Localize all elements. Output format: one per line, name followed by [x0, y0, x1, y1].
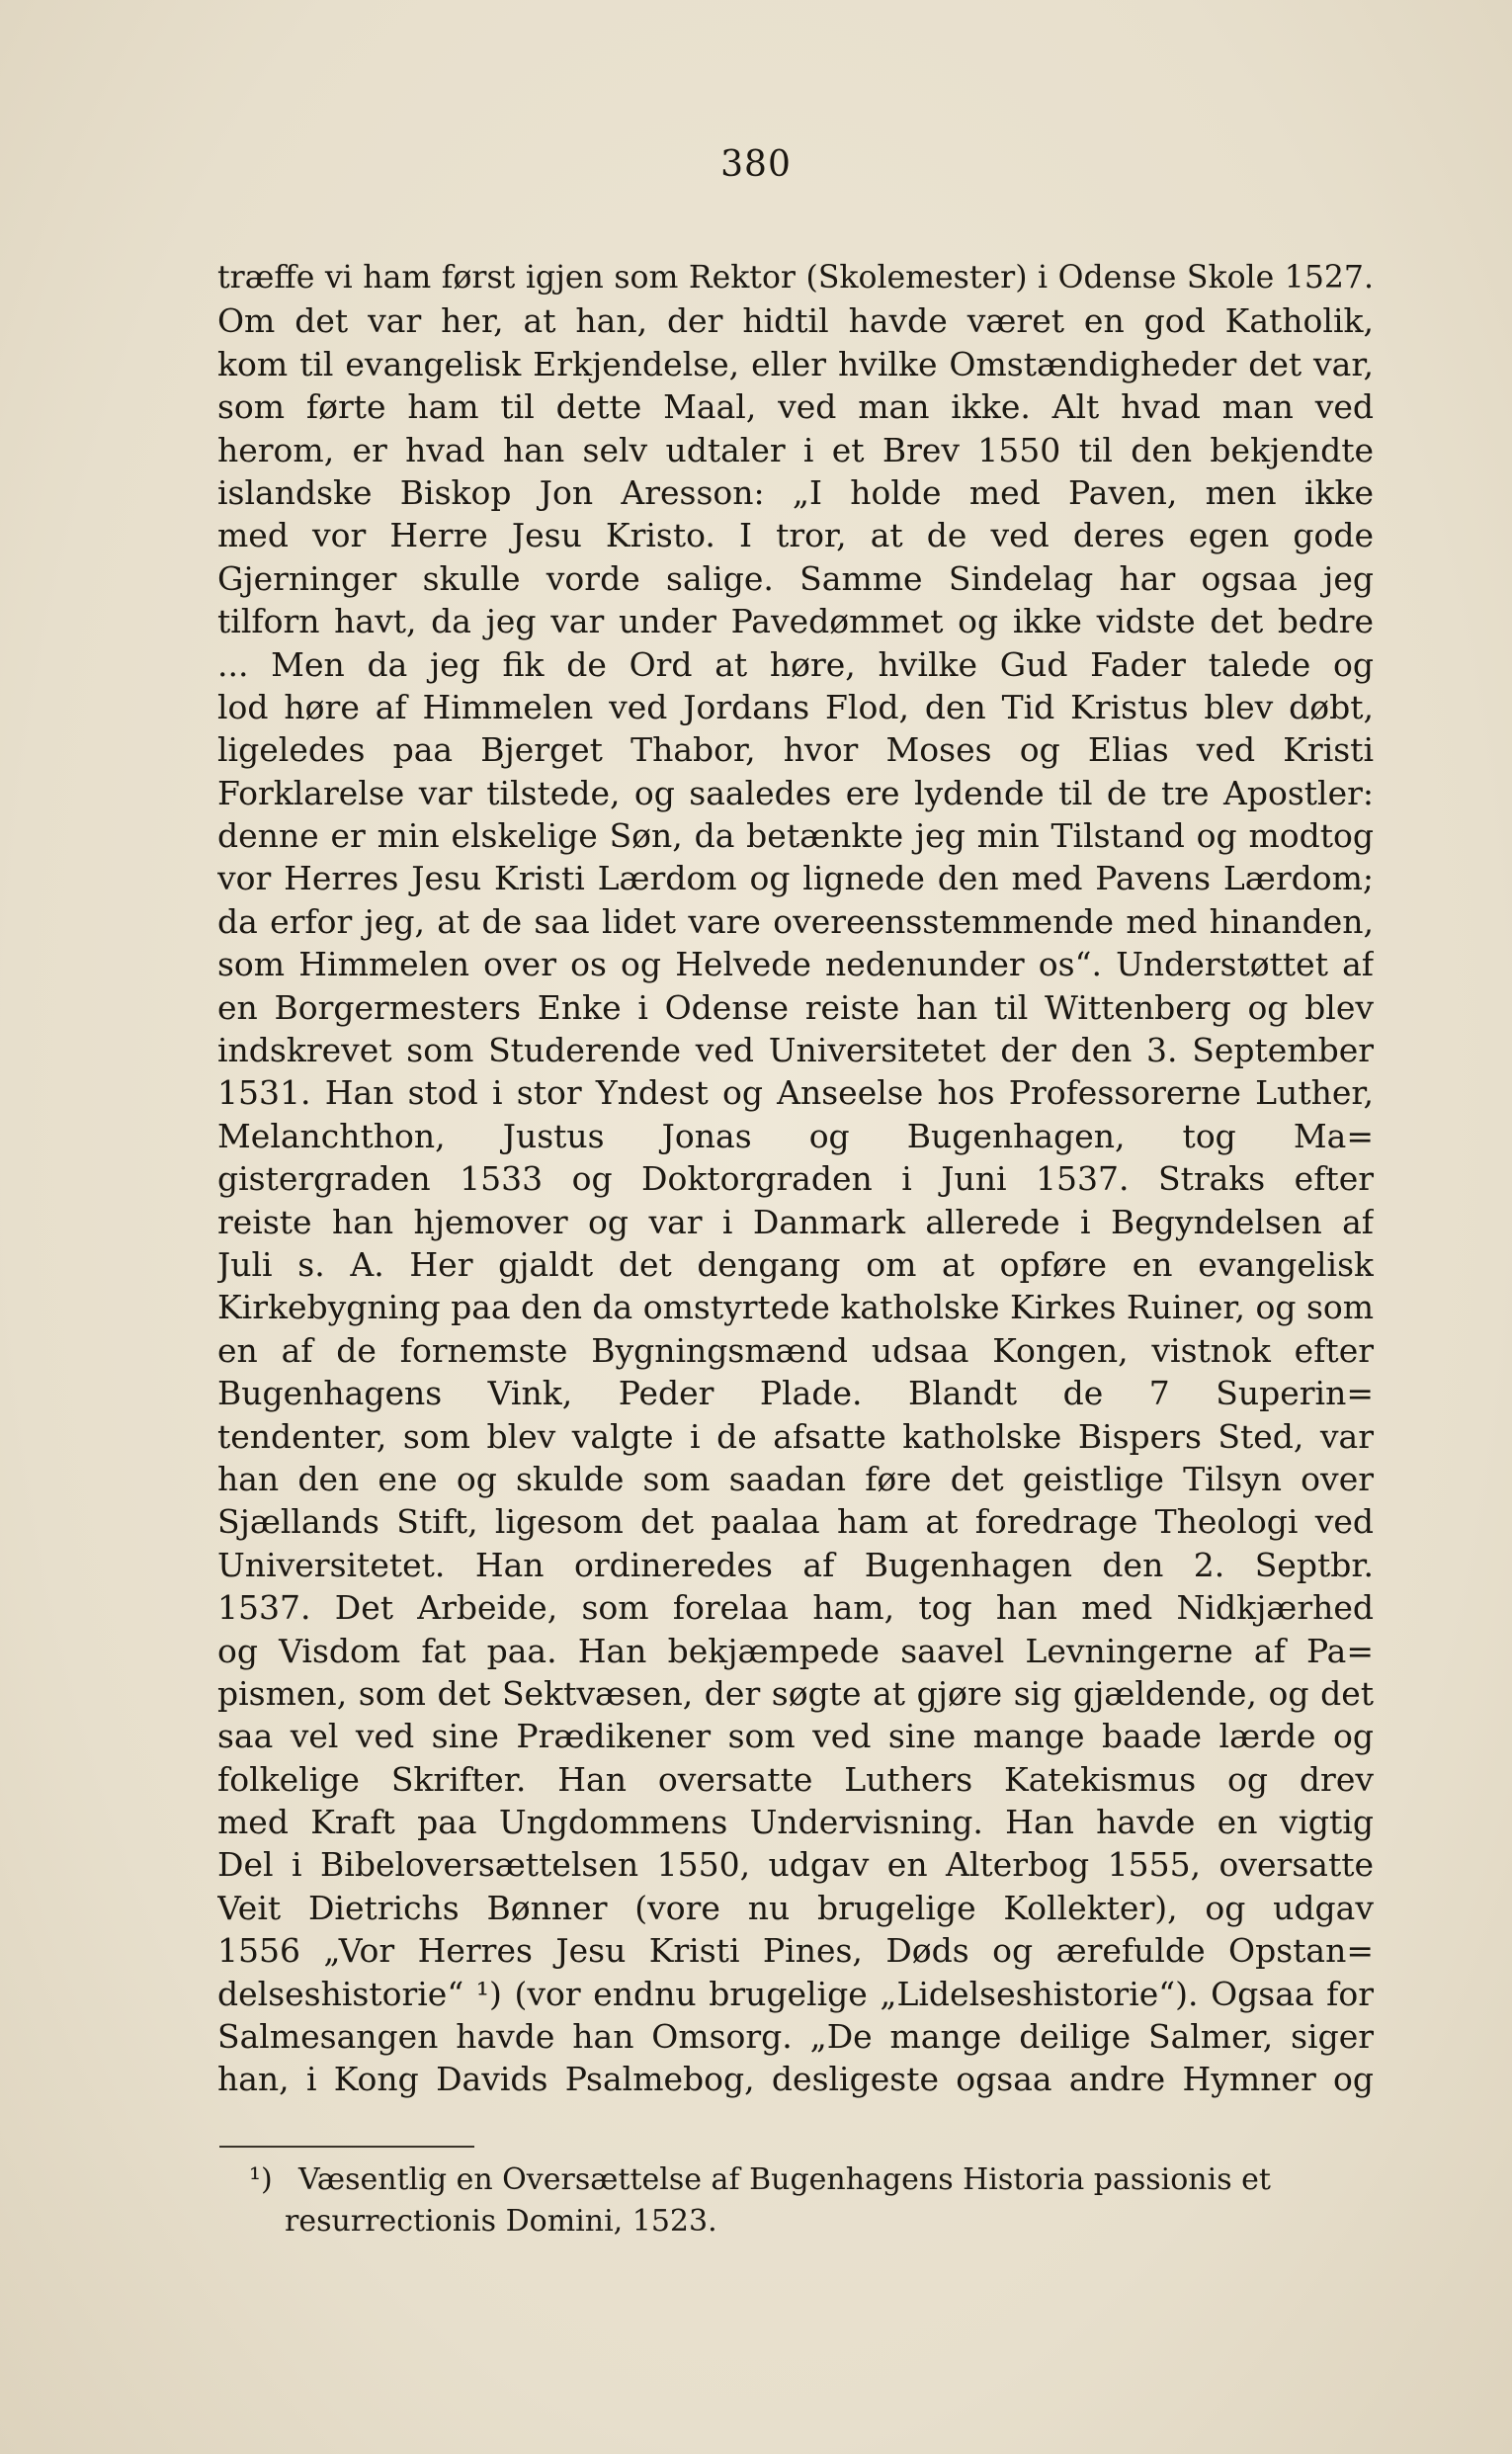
text-line: Veit Dietrichs Bønner (vore nu brugelige Kollekter), og udgav	[217, 1888, 1374, 1927]
text-line: kom til evangelisk Erkjendelse, eller hvilke Omstændigheder det var,	[217, 344, 1374, 383]
text-line: han, i Kong Davids Psalmebog, desligeste ogsaa andre Hymner og	[217, 2060, 1374, 2099]
text-line: Juli s. A. Her gjaldt det dengang om at opføre en evangelisk	[217, 1244, 1374, 1284]
text-line: delseshistorie“ ¹) (vor endnu brugelige „Lidelseshistorie“). Ogsaa for	[217, 1974, 1374, 2013]
text-line: tilforn havt, da jeg var under Pavedømmet og ikke vidste det bedre	[217, 602, 1374, 641]
text-line: Forklarelse var tilstede, og saaledes ere lydende til de tre Apostler:	[217, 773, 1374, 812]
text-line: 1537. Det Arbeide, som forelaa ham, tog han med Nidkjærhed	[217, 1588, 1374, 1628]
text-line: islandske Biskop Jon Aresson: „I holde med Paven, men ikke	[217, 472, 1374, 512]
text-line: gistergraden 1533 og Doktorgraden i Juni 1537. Straks efter	[217, 1159, 1374, 1199]
text-line: som Himmelen over os og Helvede nedenunder os“. Understøttet af	[217, 945, 1374, 984]
text-line: pismen, som det Sektvæsen, der søgte at gjøre sig gjældende, og det	[217, 1673, 1374, 1713]
text-line: Bugenhagens Vink, Peder Plade. Blandt de 7 Superin=	[217, 1374, 1374, 1413]
text-line: indskrevet som Studerende ved Universitetet der den 3. September	[217, 1031, 1374, 1070]
text-line: Del i Bibeloversættelsen 1550, udgav en Alterbog 1555, oversatte	[217, 1845, 1374, 1885]
text-line: lod høre af Himmelen ved Jordans Flod, den Tid Kristus blev døbt,	[217, 687, 1374, 726]
text-line: da erfor jeg, at de saa lidet vare overeensstemmende med hinanden,	[217, 901, 1374, 941]
text-line: Melanchthon, Justus Jonas og Bugenhagen, tog Ma=	[217, 1116, 1374, 1155]
text-line: vor Herres Jesu Kristi Lærdom og lignede den med Pavens Lærdom;	[217, 859, 1374, 898]
footnote-line: resurrectionis Domini, 1523.	[285, 2204, 717, 2239]
text-line: træffe vi ham først igjen som Rektor (Skolemester) i Odense Skole 1527.	[217, 260, 1374, 296]
footnote-marker: ¹)	[249, 2162, 273, 2197]
text-line: folkelige Skrifter. Han oversatte Luthers Katekismus og drev	[217, 1759, 1374, 1799]
text-line: denne er min elskelige Søn, da betænkte jeg min Tilstand og modtog	[217, 816, 1374, 856]
page-number: 380	[720, 144, 792, 185]
text-line: Universitetet. Han ordineredes af Bugenhagen den 2. Septbr.	[217, 1545, 1374, 1584]
text-line: med vor Herre Jesu Kristo. I tror, at de ved deres egen gode	[217, 516, 1374, 555]
text-line: tendenter, som blev valgte i de afsatte katholske Bispers Sted, var	[217, 1416, 1374, 1456]
footnote	[237, 2159, 1374, 2242]
text-line: Salmesangen havde han Omsorg. „De mange deilige Salmer, siger	[217, 2017, 1374, 2057]
text-line: Om det var her, at han, der hidtil havde været en god Katholik,	[217, 301, 1374, 341]
body-text	[217, 257, 1374, 2101]
text-line: Kirkebygning paa den da omstyrtede katholske Kirkes Ruiner, og som	[217, 1288, 1374, 1327]
text-line: ligeledes paa Bjerget Thabor, hvor Moses og Elias ved Kristi	[217, 730, 1374, 770]
text-line: ... Men da jeg fik de Ord at høre, hvilke Gud Fader talede og	[217, 644, 1374, 684]
text-line: Sjællands Stift, ligesom det paalaa ham at foredrage Theologi ved	[217, 1502, 1374, 1542]
text-line: herom, er hvad han selv udtaler i et Brev 1550 til den bekjendte	[217, 430, 1374, 469]
text-line: reiste han hjemover og var i Danmark allerede i Begyndelsen af	[217, 1202, 1374, 1241]
text-line: en Borgermesters Enke i Odense reiste han til Wittenberg og blev	[217, 987, 1374, 1027]
text-line: 1531. Han stod i stor Yndest og Anseelse hos Professorerne Luther,	[217, 1073, 1374, 1113]
text-line: og Visdom fat paa. Han bekjæmpede saavel Levningerne af Pa=	[217, 1631, 1374, 1670]
text-line: han den ene og skulde som saadan føre det geistlige Tilsyn over	[217, 1459, 1374, 1498]
text-line: en af de fornemste Bygningsmænd udsaa Kongen, vistnok efter	[217, 1330, 1374, 1370]
text-line: Gjerninger skulle vorde salige. Samme Sindelag har ogsaa jeg	[217, 558, 1374, 598]
footnote-line: Væsentlig en Oversættelse af Bugenhagens Historia passionis et	[298, 2162, 1271, 2197]
text-line: 1556 „Vor Herres Jesu Kristi Pines, Døds og ærefulde Opstan=	[217, 1931, 1374, 1971]
text-line: som førte ham til dette Maal, ved man ikke. Alt hvad man ved	[217, 387, 1374, 427]
text-line: med Kraft paa Ungdommens Undervisning. Han havde en vigtig	[217, 1803, 1374, 1842]
text-line: saa vel ved sine Prædikener som ved sine mange baade lærde og	[217, 1717, 1374, 1756]
footnote-rule	[219, 2146, 474, 2148]
